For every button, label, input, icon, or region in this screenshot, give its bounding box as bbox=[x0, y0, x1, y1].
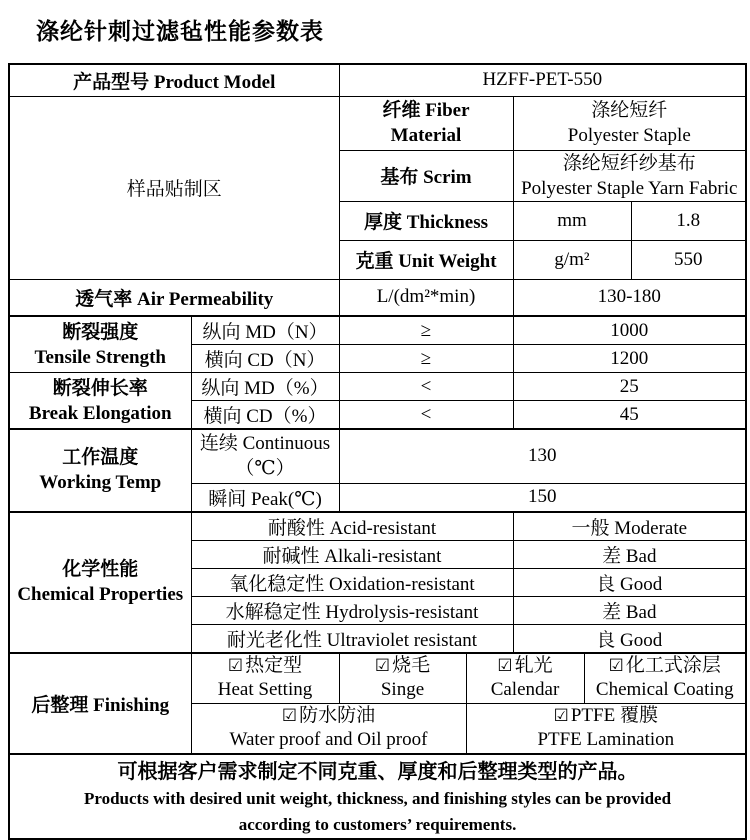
footer-note-cell bbox=[9, 754, 746, 839]
working-temp-label-en: Working Temp bbox=[39, 472, 162, 494]
checked-checkbox-icon: ☑ bbox=[553, 706, 569, 727]
scrim-label-cell: 基布 Scrim bbox=[339, 150, 513, 201]
chemical-alkali-value-cell: 差 Bad bbox=[513, 540, 746, 568]
finishing-option-singe bbox=[339, 653, 466, 704]
finishing-waterproof-en: Water proof and Oil proof bbox=[229, 729, 428, 751]
finishing-option-calendar bbox=[466, 653, 584, 704]
tensile-strength-label-cell bbox=[9, 316, 191, 373]
unit-weight-label-cell: 克重 Unit Weight bbox=[339, 240, 513, 279]
chemical-acid-name-cell: 耐酸性 Acid-resistant bbox=[191, 512, 513, 541]
checked-checkbox-icon: ☑ bbox=[281, 706, 298, 727]
thickness-unit-cell: mm bbox=[513, 201, 631, 240]
unit-weight-unit-cell: g/m² bbox=[513, 240, 631, 279]
elongation-cd-name-cell: 横向 CD（%） bbox=[191, 401, 339, 430]
page-title: 涤纶针刺过滤毡性能参数表 bbox=[36, 19, 324, 44]
scrim-value-cell bbox=[513, 150, 746, 201]
finishing-label-cell: 后整理 Finishing bbox=[9, 653, 191, 754]
spec-table bbox=[8, 63, 747, 840]
elongation-cd-value-cell: 45 bbox=[513, 401, 746, 430]
elongation-md-op-cell: < bbox=[339, 373, 513, 401]
finishing-option-ptfe bbox=[466, 704, 746, 754]
chemical-oxidation-value-cell: 良 Good bbox=[513, 568, 746, 596]
checked-checkbox-icon: ☑ bbox=[497, 656, 513, 677]
tensile-md-value-cell: 1000 bbox=[513, 316, 746, 345]
working-temp-label-cell bbox=[9, 429, 191, 512]
finishing-heat-setting-zh: 热定型 bbox=[245, 655, 303, 677]
finishing-singe-zh: 烧毛 bbox=[392, 655, 431, 677]
tensile-strength-label-en: Tensile Strength bbox=[34, 346, 166, 368]
finishing-calendar-en: Calendar bbox=[490, 679, 560, 701]
footer-note-en-line2: according to customers’ requirements. bbox=[238, 814, 517, 834]
scrim-value-en: Polyester Staple Yarn Fabric bbox=[521, 177, 738, 199]
finishing-singe-en: Singe bbox=[380, 679, 425, 701]
tensile-md-op-cell: ≥ bbox=[339, 316, 513, 345]
footer-note-zh: 可根据客户需求制定不同克重、厚度和后整理类型的产品。 bbox=[117, 760, 638, 783]
sample-area-cell: 样品贴制区 bbox=[9, 96, 339, 279]
footer-note-en-line1: Products with desired unit weight, thickness, and finishing styles can be provided bbox=[83, 788, 672, 808]
elongation-md-name-cell: 纵向 MD（%） bbox=[191, 373, 339, 401]
checked-checkbox-icon: ☑ bbox=[374, 656, 391, 677]
thickness-value-cell: 1.8 bbox=[631, 201, 746, 240]
chemical-ultraviolet-name-cell: 耐光老化性 Ultraviolet resistant bbox=[191, 624, 513, 653]
temp-peak-value-cell: 150 bbox=[339, 483, 746, 512]
tensile-cd-name-cell: 横向 CD（N） bbox=[191, 345, 339, 373]
elongation-cd-op-cell: < bbox=[339, 401, 513, 430]
scrim-value-zh: 涤纶短纤纱基布 bbox=[562, 152, 696, 174]
finishing-calendar-zh: 轧光 bbox=[514, 655, 553, 677]
finishing-waterproof-zh: 防水防油 bbox=[299, 705, 376, 727]
tensile-md-name-cell: 纵向 MD（N） bbox=[191, 316, 339, 345]
fiber-label-zh: 纤维 Fiber bbox=[382, 99, 470, 121]
thickness-label-cell: 厚度 Thickness bbox=[339, 201, 513, 240]
tensile-cd-op-cell: ≥ bbox=[339, 345, 513, 373]
chemical-oxidation-name-cell: 氧化稳定性 Oxidation-resistant bbox=[191, 568, 513, 596]
temp-continuous-name-zh: 连续 Continuous bbox=[199, 433, 331, 455]
finishing-ptfe-zh: PTFE 覆膜 bbox=[570, 705, 658, 727]
break-elongation-label-cell bbox=[9, 373, 191, 430]
temp-continuous-value-cell: 130 bbox=[339, 429, 746, 483]
chemical-acid-value-cell: 一般 Moderate bbox=[513, 512, 746, 541]
finishing-option-heat-setting bbox=[191, 653, 339, 704]
break-elongation-label-zh: 断裂伸长率 bbox=[52, 377, 148, 399]
finishing-option-chemical-coating bbox=[584, 653, 746, 704]
temp-peak-name-cell: 瞬间 Peak(℃) bbox=[191, 483, 339, 512]
temp-continuous-name-cell bbox=[191, 429, 339, 483]
fiber-label-cell bbox=[339, 96, 513, 150]
fiber-label-en: Material bbox=[390, 125, 462, 146]
product-model-value-cell: HZFF-PET-550 bbox=[339, 64, 746, 96]
chemical-properties-label-en: Chemical Properties bbox=[17, 584, 184, 606]
break-elongation-label-en: Break Elongation bbox=[28, 402, 172, 424]
finishing-ptfe-en: PTFE Lamination bbox=[537, 729, 675, 751]
temp-continuous-name-unit: （℃） bbox=[235, 458, 295, 480]
chemical-hydrolysis-name-cell: 水解稳定性 Hydrolysis-resistant bbox=[191, 596, 513, 624]
chemical-ultraviolet-value-cell: 良 Good bbox=[513, 624, 746, 653]
unit-weight-value-cell: 550 bbox=[631, 240, 746, 279]
product-model-label-cell: 产品型号 Product Model bbox=[9, 64, 339, 96]
fiber-value-en: Polyester Staple bbox=[567, 125, 691, 146]
chemical-hydrolysis-value-cell: 差 Bad bbox=[513, 596, 746, 624]
finishing-option-waterproof bbox=[191, 704, 466, 754]
tensile-cd-value-cell: 1200 bbox=[513, 345, 746, 373]
air-permeability-label-cell: 透气率 Air Permeability bbox=[9, 279, 339, 316]
fiber-value-cell bbox=[513, 96, 746, 150]
air-permeability-value-cell: 130-180 bbox=[513, 279, 746, 316]
finishing-chemical-coating-zh: 化工式涂层 bbox=[625, 655, 721, 677]
air-permeability-unit-cell: L/(dm²*min) bbox=[339, 279, 513, 316]
finishing-heat-setting-en: Heat Setting bbox=[217, 679, 313, 701]
working-temp-label-zh: 工作温度 bbox=[62, 447, 139, 469]
elongation-md-value-cell: 25 bbox=[513, 373, 746, 401]
finishing-chemical-coating-en: Chemical Coating bbox=[595, 679, 734, 701]
fiber-value-zh: 涤纶短纤 bbox=[591, 99, 668, 121]
tensile-strength-label-zh: 断裂强度 bbox=[62, 321, 139, 343]
checked-checkbox-icon: ☑ bbox=[227, 656, 244, 677]
chemical-properties-label-cell bbox=[9, 512, 191, 653]
checked-checkbox-icon: ☑ bbox=[608, 656, 624, 677]
chemical-alkali-name-cell: 耐碱性 Alkali-resistant bbox=[191, 540, 513, 568]
chemical-properties-label-zh: 化学性能 bbox=[62, 559, 139, 581]
